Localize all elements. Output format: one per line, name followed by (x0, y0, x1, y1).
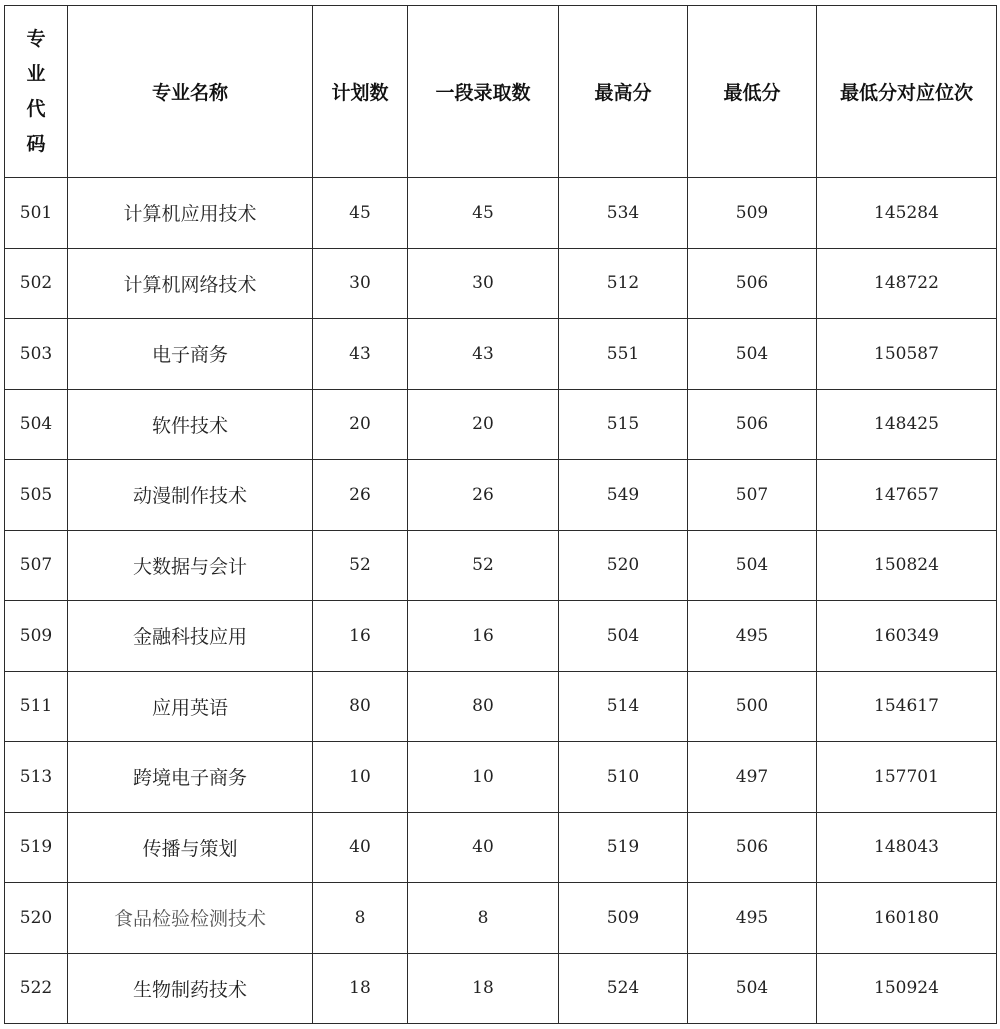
cell-plan: 40 (313, 812, 408, 883)
cell-name: 应用英语 (68, 671, 313, 742)
cell-min-score: 506 (688, 248, 817, 319)
cell-min-rank: 147657 (817, 460, 997, 531)
cell-admitted: 16 (408, 601, 559, 672)
table-row (5, 883, 997, 954)
cell-name: 跨境电子商务 (68, 742, 313, 813)
table-row (5, 530, 997, 601)
cell-min-rank: 148722 (817, 248, 997, 319)
cell-admitted: 30 (408, 248, 559, 319)
cell-admitted: 40 (408, 812, 559, 883)
header-code (5, 6, 68, 178)
cell-admitted: 26 (408, 460, 559, 531)
header-min-score: 最低分 (688, 6, 817, 178)
cell-max-score: 510 (559, 742, 688, 813)
cell-min-rank: 160180 (817, 883, 997, 954)
cell-name: 大数据与会计 (68, 530, 313, 601)
header-max-score: 最高分 (559, 6, 688, 178)
cell-min-score: 497 (688, 742, 817, 813)
header-first-stage-admitted: 一段录取数 (408, 6, 559, 178)
cell-name: 传播与策划 (68, 812, 313, 883)
cell-min-score: 509 (688, 178, 817, 249)
header-code-line: 代 (26, 97, 46, 120)
cell-code: 513 (5, 742, 68, 813)
cell-name: 计算机网络技术 (68, 248, 313, 319)
cell-min-rank: 160349 (817, 601, 997, 672)
cell-code: 502 (5, 248, 68, 319)
cell-max-score: 520 (559, 530, 688, 601)
cell-min-score: 506 (688, 812, 817, 883)
cell-min-score: 500 (688, 671, 817, 742)
cell-admitted: 8 (408, 883, 559, 954)
table-row (5, 460, 997, 531)
cell-code: 511 (5, 671, 68, 742)
cell-code: 507 (5, 530, 68, 601)
table-row (5, 319, 997, 390)
cell-max-score: 509 (559, 883, 688, 954)
header-min-rank: 最低分对应位次 (817, 6, 997, 178)
cell-max-score: 551 (559, 319, 688, 390)
table-row (5, 671, 997, 742)
cell-name: 食品检验检测技术 (68, 883, 313, 954)
cell-code: 509 (5, 601, 68, 672)
table-row (5, 601, 997, 672)
cell-plan: 80 (313, 671, 408, 742)
cell-name: 软件技术 (68, 389, 313, 460)
cell-code: 504 (5, 389, 68, 460)
cell-admitted: 20 (408, 389, 559, 460)
cell-max-score: 514 (559, 671, 688, 742)
header-name: 专业名称 (68, 6, 313, 178)
cell-admitted: 45 (408, 178, 559, 249)
cell-min-score: 507 (688, 460, 817, 531)
cell-min-rank: 154617 (817, 671, 997, 742)
table-row (5, 812, 997, 883)
header-code-line: 码 (26, 132, 46, 155)
table-row (5, 742, 997, 813)
table-row (5, 178, 997, 249)
cell-name: 生物制药技术 (68, 953, 313, 1024)
cell-min-score: 495 (688, 601, 817, 672)
cell-code: 522 (5, 953, 68, 1024)
cell-admitted: 10 (408, 742, 559, 813)
cell-admitted: 80 (408, 671, 559, 742)
cell-min-score: 504 (688, 530, 817, 601)
header-code-line: 专 (26, 27, 46, 50)
cell-code: 505 (5, 460, 68, 531)
table-row (5, 953, 997, 1024)
cell-code: 520 (5, 883, 68, 954)
cell-name: 动漫制作技术 (68, 460, 313, 531)
cell-min-rank: 148043 (817, 812, 997, 883)
cell-plan: 18 (313, 953, 408, 1024)
cell-admitted: 18 (408, 953, 559, 1024)
cell-admitted: 52 (408, 530, 559, 601)
cell-code: 501 (5, 178, 68, 249)
header-code-line: 业 (26, 62, 46, 85)
cell-plan: 16 (313, 601, 408, 672)
cell-min-rank: 150587 (817, 319, 997, 390)
cell-plan: 43 (313, 319, 408, 390)
cell-min-rank: 150824 (817, 530, 997, 601)
header-row (5, 6, 997, 178)
cell-max-score: 534 (559, 178, 688, 249)
cell-plan: 30 (313, 248, 408, 319)
admissions-table (4, 5, 997, 1024)
cell-max-score: 515 (559, 389, 688, 460)
cell-name: 计算机应用技术 (68, 178, 313, 249)
cell-max-score: 524 (559, 953, 688, 1024)
header-plan: 计划数 (313, 6, 408, 178)
cell-max-score: 504 (559, 601, 688, 672)
table-body (5, 178, 997, 1024)
cell-plan: 8 (313, 883, 408, 954)
cell-plan: 20 (313, 389, 408, 460)
cell-plan: 52 (313, 530, 408, 601)
cell-min-rank: 157701 (817, 742, 997, 813)
cell-code: 519 (5, 812, 68, 883)
cell-min-rank: 145284 (817, 178, 997, 249)
cell-name: 电子商务 (68, 319, 313, 390)
cell-plan: 45 (313, 178, 408, 249)
cell-code: 503 (5, 319, 68, 390)
cell-min-score: 495 (688, 883, 817, 954)
cell-min-rank: 148425 (817, 389, 997, 460)
cell-max-score: 512 (559, 248, 688, 319)
table-row (5, 389, 997, 460)
cell-admitted: 43 (408, 319, 559, 390)
cell-max-score: 519 (559, 812, 688, 883)
cell-name: 金融科技应用 (68, 601, 313, 672)
cell-max-score: 549 (559, 460, 688, 531)
cell-min-score: 504 (688, 319, 817, 390)
cell-min-score: 504 (688, 953, 817, 1024)
cell-min-rank: 150924 (817, 953, 997, 1024)
cell-plan: 10 (313, 742, 408, 813)
cell-min-score: 506 (688, 389, 817, 460)
cell-plan: 26 (313, 460, 408, 531)
table-row (5, 248, 997, 319)
